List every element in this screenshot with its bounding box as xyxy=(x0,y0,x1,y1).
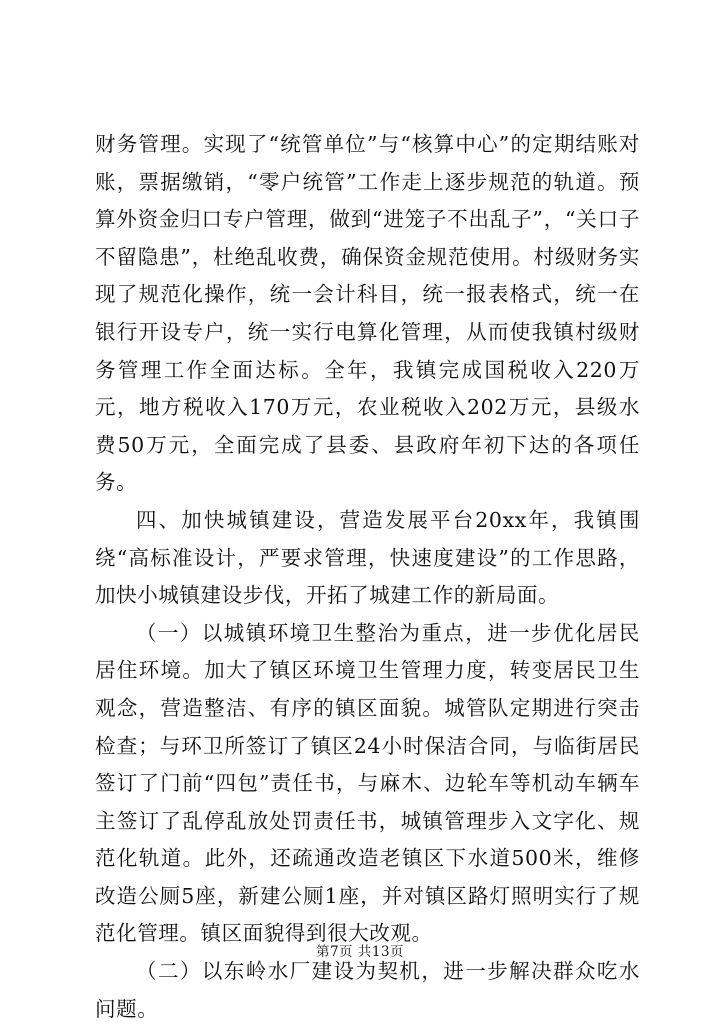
paragraph-water-plant: （二）以东岭水厂建设为契机，进一步解决群众吃水问题。 xyxy=(95,959,640,1021)
document-body xyxy=(95,126,640,1028)
paragraph-finance-management: 财务管理。实现了“统管单位”与“核算中心”的定期结账对账，票据缴销，“零户统管”工作走上逐步规范的轨道。预算外资金归口专户管理，做到“进笼子不出乱子”，“关口子不留隐患”，杜绝乱收费，确保资金规范使用。村级财务实现了规范化操作，统一会计科目，统一报表格式，统一在银行开设专户，统一实行电算化管理，从而使我镇村级财务管理工作全面达标。全年，我镇完成国税收入220万元，地方税收入170万元，农业税收入202万元，县级水费50万元，全面完成了县委、县政府年初下达的各项任务。 xyxy=(95,132,640,495)
paragraph-town-construction-heading: 四、加快城镇建设，营造发展平台20xx年，我镇围绕“高标准设计，严要求管理，快速度建设”的工作思路，加快小城镇建设步伐，开拓了城建工作的新局面。 xyxy=(95,507,640,608)
paragraph-environment-sanitation: （一）以城镇环境卫生整治为重点，进一步优化居民居住环境。加大了镇区环境卫生管理力度，转变居民卫生观念，营造整洁、有序的镇区面貌。城管队定期进行突击检查；与环卫所签订了镇区24小时保洁合同，与临街居民签订了门前“四包”责任书，与麻木、边轮车等机动车辆车主签订了乱停乱放处罚责任书，城镇管理步入文字化、规范化轨道。此外，还疏通改造老镇区下水道500米，维修改造公厕5座，新建公厕1座，并对镇区路灯照明实行了规范化管理。镇区面貌得到很大改观。 xyxy=(95,620,640,946)
page-number-footer: 第7页 共13页 xyxy=(315,944,405,960)
